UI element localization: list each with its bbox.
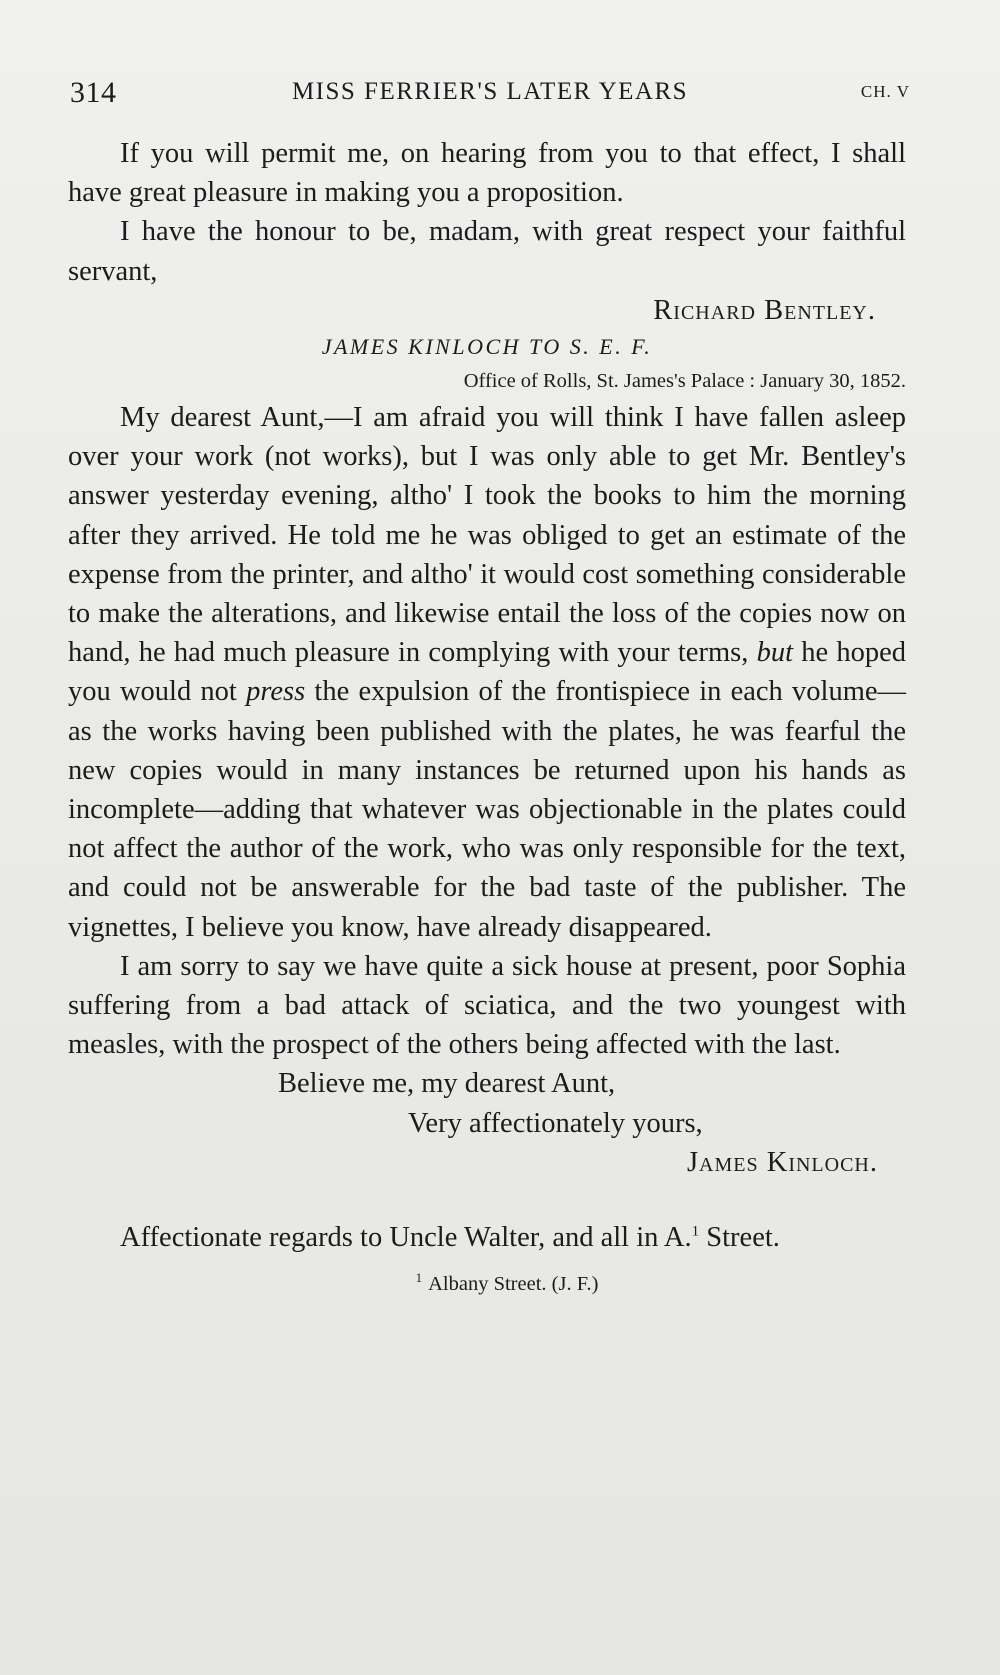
kinloch-signature: James Kinloch. [686, 1146, 878, 1178]
footnote [68, 1269, 906, 1299]
bentley-paragraph-2: I have the honour to be, madam, with great respect your faithful servant, [68, 216, 906, 287]
bentley-signature: Richard Bentley. [653, 294, 876, 326]
footnote-reference: 1 [691, 1223, 700, 1240]
postscript-text-end: Street. [706, 1222, 780, 1254]
emphasis-press: press [246, 676, 306, 708]
letter-dateline: Office of Rolls, St. James's Palace : January 30, 1852. [463, 370, 906, 393]
running-head [70, 76, 910, 116]
running-title: MISS FERRIER'S LATER YEARS [291, 78, 689, 105]
kinloch-paragraph-1-part-a: My dearest Aunt,—I am afraid you will think I have fallen asleep over your work (not works), but I was only able to get Mr. Bentley's answer yesterday evening, altho' I took the books to him the morning after they arrived. He told me he was obliged to get an estimate of the expense from the printer, and altho' it would cost something considerable to make the alterations, and likewise entail the loss of the copies now on hand, he had much pleasure in complying with your terms, [68, 402, 906, 669]
bentley-paragraph-1: If you will permit me, on hearing from you to that effect, I shall have great pleasure in making you a proposition. [68, 138, 906, 209]
kinloch-paragraph-1 [68, 398, 906, 947]
closing-line-1: Believe me, my dearest Aunt, [278, 1068, 616, 1100]
kinloch-paragraph-2: I am sorry to say we have quite a sick house at present, poor Sophia suffering from a bad attack of sciatica, and the two youngest with measles, with the prospect of the others being affected with the last. [68, 950, 906, 1061]
page-number: 314 [70, 76, 117, 109]
kinloch-paragraph-1-part-b: he hoped you would not [68, 637, 906, 708]
postscript [68, 1218, 906, 1257]
footnote-mark: 1 [415, 1270, 423, 1286]
emphasis-but: but [756, 637, 793, 669]
kinloch-paragraph-1-part-c: the expulsion of the frontispiece in each volume—as the works having been published with the plates, he was fearful the new copies would in many instances be returned upon his hands as incomplete—adding that whatever was objectionable in the plates could not affect the author of the work, who was only responsible for the text, and could not be answerable for the bad taste of the publisher. The vignettes, I believe you know, have already disappeared. [68, 676, 907, 943]
footnote-text: Albany Street. (J. F.) [428, 1273, 599, 1296]
letter-heading: JAMES KINLOCH TO S. E. F. [321, 334, 653, 360]
closing-line-2: Very affectionately yours, [408, 1107, 703, 1139]
page-body [68, 134, 906, 1299]
chapter-label: CH. V [860, 82, 910, 101]
postscript-text: Affectionate regards to Uncle Walter, and all in A. [120, 1222, 692, 1254]
